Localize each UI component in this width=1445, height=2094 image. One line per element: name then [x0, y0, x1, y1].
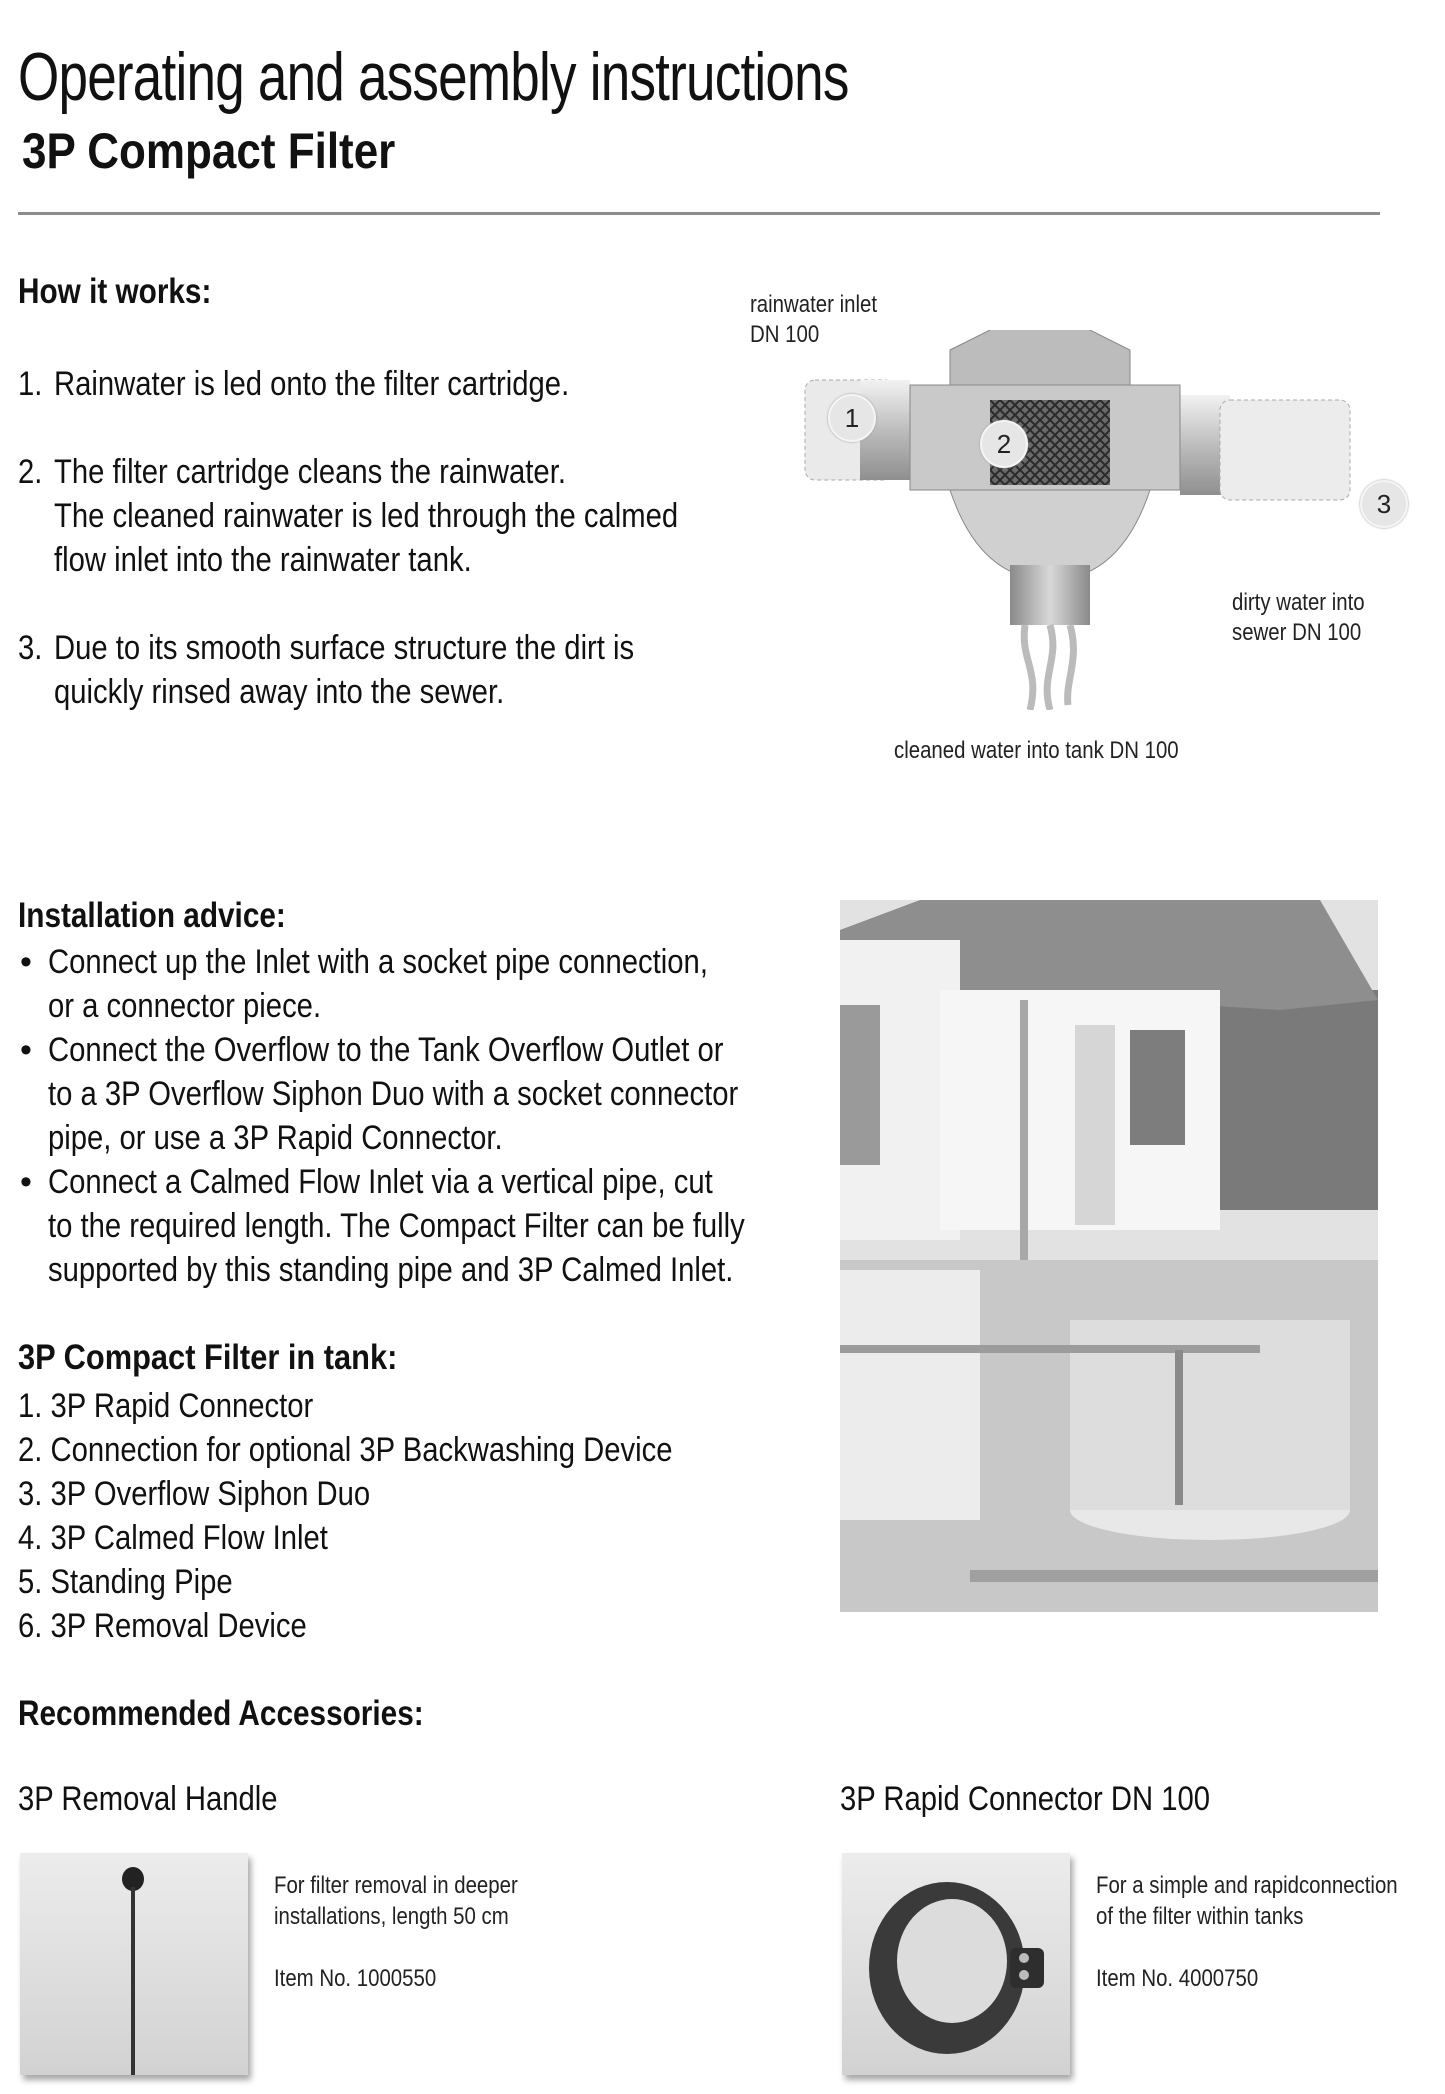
item-number-text: Item No. 4000750 [1096, 1965, 1259, 1992]
advice-text: Connect up the Inlet with a socket pipe connection, [48, 943, 708, 981]
removal-handle-image [20, 1853, 248, 2075]
tank-component-item: 1. 3P Rapid Connector [18, 1387, 314, 1425]
tank-component-item: 6. 3P Removal Device [18, 1607, 307, 1645]
advice-item [18, 940, 828, 1028]
tank-component-item: 4. 3P Calmed Flow Inlet [18, 1519, 328, 1557]
rapid-connector-image [842, 1853, 1070, 2075]
step-1 [18, 362, 778, 406]
downpipe [1020, 1000, 1028, 1260]
bullet-icon: • [20, 1031, 32, 1069]
door [1075, 1025, 1115, 1225]
accessory-title-removal-handle [18, 1780, 320, 1819]
supply-pipe [840, 1345, 1260, 1353]
advice-item [18, 1028, 828, 1160]
water-stream [1024, 625, 1073, 710]
filter-in-tank-heading [18, 1338, 449, 1378]
accessories-heading [18, 1694, 495, 1734]
accessory-desc-line: of the filter within tanks [1096, 1903, 1304, 1930]
accessory-item-number [1096, 1963, 1287, 1994]
window-shutter [840, 1005, 880, 1165]
accessory-description [1096, 1870, 1445, 1932]
step-text: Rainwater is led onto the filter cartridge. [54, 365, 570, 403]
step-number: 3. [18, 629, 43, 667]
step-2 [18, 450, 778, 582]
tank-components-list [18, 1384, 779, 1648]
step-text: quickly rinsed away into the sewer. [54, 673, 505, 711]
callout-2: 2 [980, 420, 1028, 468]
filter-illustration [750, 330, 1430, 710]
advice-text: pipe, or use a 3P Rapid Connector. [48, 1119, 503, 1157]
bullet-icon: • [20, 943, 32, 981]
installation-heading-text: Installation advice: [18, 896, 286, 935]
document-title-text: Operating and assembly instructions [18, 39, 849, 115]
item-number-text: Item No. 1000550 [274, 1965, 437, 1992]
outlet-pipe [1220, 400, 1350, 500]
step-number: 2. [18, 453, 43, 491]
accessory-title-rapid-connector [840, 1780, 1270, 1819]
callout-1: 1 [828, 394, 876, 442]
accessories-heading-text: Recommended Accessories: [18, 1694, 424, 1733]
sewer-label-line: sewer DN 100 [1232, 619, 1362, 646]
inlet-label-line: DN 100 [750, 321, 820, 348]
removal-handle-icon [20, 1853, 248, 2075]
advice-text: to a 3P Overflow Siphon Duo with a socket connector [48, 1075, 739, 1113]
step-text: The cleaned rainwater is led through the calmed [54, 497, 679, 535]
header-divider [18, 212, 1380, 215]
how-it-works-heading [18, 272, 246, 312]
how-it-works-steps [18, 362, 778, 758]
window [1130, 1030, 1185, 1145]
advice-item [18, 1160, 828, 1292]
accessory-desc-line: installations, length 50 cm [274, 1903, 509, 1930]
accessory-description [274, 1870, 561, 1932]
step-text: The filter cartridge cleans the rainwater. [54, 453, 566, 491]
step-3 [18, 626, 778, 714]
sewer-label [1232, 588, 1388, 648]
tank-component-item: 3. 3P Overflow Siphon Duo [18, 1475, 371, 1513]
product-subtitle-text: 3P Compact Filter [22, 123, 396, 179]
house-installation-photo [840, 900, 1378, 1612]
tank-label-text: cleaned water into tank DN 100 [894, 737, 1179, 764]
filter-diagram [750, 290, 1430, 770]
standing-pipe [1175, 1350, 1183, 1505]
tank-heading-text: 3P Compact Filter in tank: [18, 1338, 398, 1377]
filter-lid [950, 330, 1130, 390]
accessory-desc-line: For a simple and rapidconnection [1096, 1872, 1398, 1899]
sewer-label-line: dirty water into [1232, 589, 1365, 616]
rapid-connector-icon [842, 1853, 1070, 2075]
basement [840, 1270, 980, 1520]
accessory-item-number [274, 1963, 465, 1994]
advice-text: supported by this standing pipe and 3P Calmed Inlet. [48, 1251, 734, 1289]
sewer-pipe [970, 1570, 1378, 1582]
bullet-icon: • [20, 1163, 32, 1201]
tank-component-item: 5. Standing Pipe [18, 1563, 233, 1601]
installation-advice-heading [18, 896, 333, 936]
advice-text: or a connector piece. [48, 987, 322, 1025]
callout-3: 3 [1360, 480, 1408, 528]
step-text: flow inlet into the rainwater tank. [54, 541, 472, 579]
how-it-works-heading-text: How it works: [18, 272, 212, 311]
advice-text: to the required length. The Compact Filter can be fully [48, 1207, 745, 1245]
installation-advice-list [18, 940, 828, 1292]
accessory-desc-line: For filter removal in deeper [274, 1872, 518, 1899]
house-cutaway-illustration [840, 900, 1378, 1612]
document-title [18, 38, 1083, 116]
advice-text: Connect a Calmed Flow Inlet via a vertical pipe, cut [48, 1163, 713, 1201]
step-number: 1. [18, 365, 43, 403]
step-text: Due to its smooth surface structure the dirt is [54, 629, 635, 667]
inlet-label-line: rainwater inlet [750, 291, 877, 318]
accessory-title-text: 3P Removal Handle [18, 1780, 278, 1818]
product-subtitle [22, 122, 446, 180]
tank-label [894, 736, 1229, 766]
accessory-title-text: 3P Rapid Connector DN 100 [840, 1780, 1211, 1818]
advice-text: Connect the Overflow to the Tank Overflow Outlet or [48, 1031, 724, 1069]
tank-component-item: 2. Connection for optional 3P Backwashing Device [18, 1431, 673, 1469]
trees [1210, 990, 1378, 1210]
tank-outlet-pipe [1010, 565, 1090, 625]
